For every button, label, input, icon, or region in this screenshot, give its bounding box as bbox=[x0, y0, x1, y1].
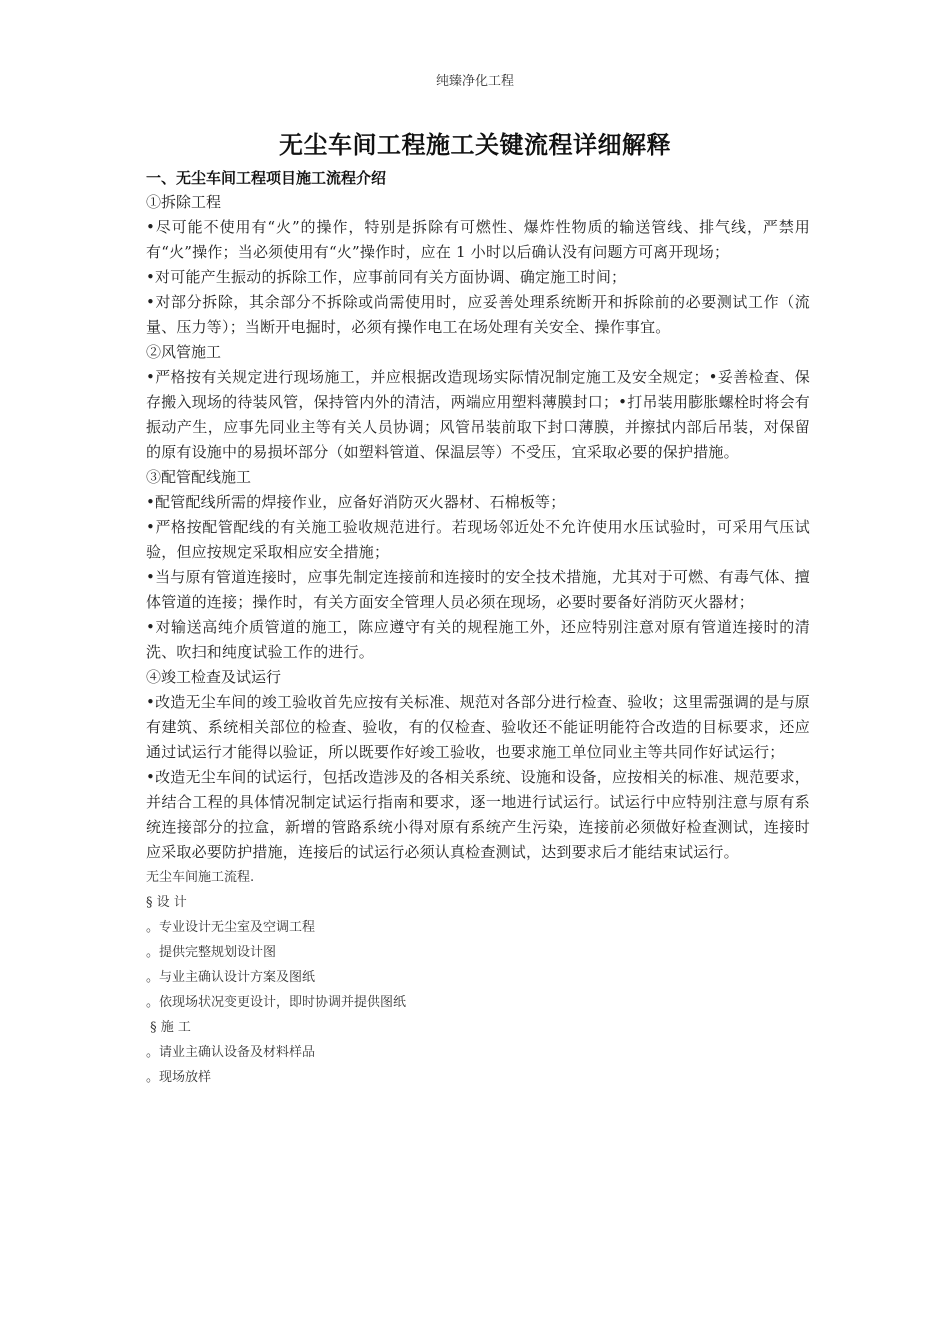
flow-section bbox=[146, 865, 810, 1090]
subsection-title: ②风管施工 bbox=[146, 343, 222, 361]
paragraph: •对输送高纯介质管道的施工，陈应遵守有关的规程施工外，还应特别注意对原有管道连接时的清洗、吹扫和纯度试验工作的进行。 bbox=[146, 618, 810, 661]
paragraph: •改造无尘车间的竣工验收首先应按有关标准、规范对各部分进行检查、验收；这里需强调的是与原有建筑、系统相关部位的检查、验收，有的仅检查、验收还不能证明能符合改造的目标要求，还应通过试运行才能得以验证，所以既要作好竣工验收，也要求施工单位同业主等共同作好试运行； bbox=[146, 693, 810, 761]
list-item: 。依现场状况变更设计，即时协调并提供图纸 bbox=[146, 995, 407, 1010]
subsection-piping-wiring bbox=[146, 465, 810, 665]
list-item: 。请业主确认设备及材料样品 bbox=[146, 1045, 316, 1060]
document-title: 无尘车间工程施工关键流程详细解释 bbox=[279, 131, 671, 159]
subsection-inspection bbox=[146, 665, 810, 865]
list-item: 。提供完整规划设计图 bbox=[146, 945, 277, 960]
subsection-title: ④竣工检查及试运行 bbox=[146, 668, 282, 686]
subsection-duct bbox=[146, 340, 810, 465]
list-item: 。与业主确认设计方案及图纸 bbox=[146, 970, 316, 985]
list-item: 。专业设计无尘室及空调工程 bbox=[146, 920, 316, 935]
paragraph: •尽可能不使用有“火”的操作，特别是拆除有可燃性、爆炸性物质的输送管线、排气线，严禁用有“火”操作；当必须使用有“火”操作时，应在 1 小时以后确认没有问题方可离开现场； bbox=[146, 218, 810, 261]
paragraph: •当与原有管道连接时，应事先制定连接前和连接时的安全技术措施，尤其对于可燃、有毒气体、擅体管道的连接；操作时，有关方面安全管理人员必须在现场，必要时要备好消防灭火器材； bbox=[146, 568, 810, 611]
paragraph: •改造无尘车间的试运行，包括改造涉及的各相关系统、设施和设备，应按相关的标准、规范要求，并结合工程的具体情况制定试运行指南和要求，逐一地进行试运行。试运行中应特别注意与原有系统连接部分的拉盒，新增的管路系统小得对原有系统产生污染，连接前必须做好检查测试，连接时应采取必要防护措施，连接后的试运行必须认真检查测试，达到要求后才能结束试运行。 bbox=[146, 768, 810, 861]
flow-title: 无尘车间施工流程. bbox=[146, 870, 255, 885]
design-heading: § 设 计 bbox=[146, 895, 187, 910]
page-header: 纯臻净化工程 bbox=[435, 74, 514, 89]
subsection-title: ①拆除工程 bbox=[146, 193, 222, 211]
list-item: 。现场放样 bbox=[146, 1070, 212, 1085]
subsection-title: ③配管配线施工 bbox=[146, 468, 252, 486]
subsection-demolition bbox=[146, 190, 810, 340]
paragraph: •配管配线所需的焊接作业，应备好消防灭火器材、石棉板等； bbox=[146, 493, 566, 511]
paragraph: •严格按有关规定进行现场施工，并应根据改造现场实际情况制定施工及安全规定；•妥善检查、保存搬入现场的待装风管，保持管内外的清洁，两端应用塑料薄膜封口；•打吊装用膨胀螺栓时将会有振动产生，应事先同业主等有关人员协调；风管吊装前取下封口薄膜，并擦拭内部后吊装，对保留的原有设施中的易损坏部分（如塑料管道、保温层等）不受压，宜采取必要的保护措施。 bbox=[146, 368, 810, 461]
paragraph: •对可能产生振动的拆除工作，应事前同有关方面协调、确定施工时间； bbox=[146, 268, 627, 286]
construction-heading: § 施 工 bbox=[146, 1020, 191, 1035]
section-heading: 一、无尘车间工程项目施工流程介绍 bbox=[146, 169, 387, 187]
paragraph: •对部分拆除，其余部分不拆除或尚需使用时，应妥善处理系统断开和拆除前的必要测试工作（流量、压力等）；当断开电掘时，必须有操作电工在场处理有关安全、操作事宜。 bbox=[146, 293, 810, 336]
document-body bbox=[146, 166, 810, 1090]
paragraph: •严格按配管配线的有关施工验收规范进行。若现场邻近处不允许使用水压试验时，可采用气压试验，但应按规定采取相应安全措施； bbox=[146, 518, 810, 561]
